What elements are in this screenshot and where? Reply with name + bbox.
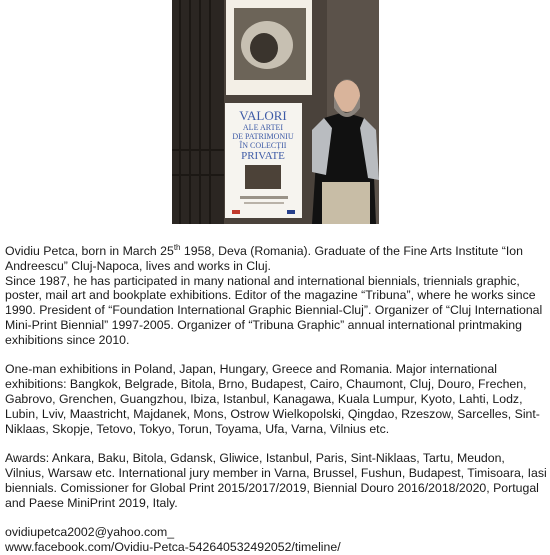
artist-photo bbox=[172, 0, 379, 224]
poster-title-line-2: ALE ARTEI bbox=[242, 123, 284, 132]
bio-exhibitions: One-man exhibitions in Poland, Japan, Hungary, Greece and Romania. Major international exhibitions: Bangkok, Belgrade, Bitola, Brno, Budapest, Cairo, Chaumont, Cluj, Douro, Frechen, Gabrovo, Grenchen, Guangzhou, Ibiza, Istanbul, Kanagawa, Kuala Lumpur, Kyoto, Lahti, Lodz, Lubin, Lviv, Maastricht, Majdanek, Mons, Ostrow Wielkopolski, Qingdao, Rzeszow, Sarcelles, Sint-Niklaas, Skopje, Tetovo, Tokyo, Torun, Toyama, Ufa, Varna, Vilnius etc. bbox=[5, 362, 540, 436]
bio-intro: Ovidiu Petca, born in March 25th 1958, Deva (Romania). Graduate of the Fine Arts Institute “Ion Andreescu” Cluj-Napoca, lives and works in Cluj. bbox=[5, 242, 523, 273]
biography bbox=[5, 244, 547, 555]
contact-email: ovidiupetca2002@yahoo.com_ bbox=[5, 525, 175, 540]
poster-title-line-4: ÎN COLECȚII bbox=[239, 141, 287, 150]
poster-title-line-3: DE PATRIMONIU bbox=[232, 132, 294, 141]
bio-awards: Awards: Ankara, Baku, Bitola, Gdansk, Gliwice, Istanbul, Paris, Sint-Niklaas, Tartu, Meudon, Vilnius, Warsaw etc. International jury member in Varna, Brussel, Fushun, Budapest, Timisoara, Iasi biennials. Comissioner for Global Print 2015/2017/2019, Biennial Douro 2016/2018/2020, Portugal and Paese MiniPrint 2019, Italy. bbox=[5, 451, 547, 510]
poster-title-line-1: VALORI bbox=[239, 108, 287, 123]
poster-title-line-5: PRIVATE bbox=[241, 150, 285, 162]
bio-career: Since 1987, he has participated in many national and international biennials, triennials graphic, poster, mail art and bookplate exhibitions. Editor of the magazine “Tribuna”, where he works since 1990. President of “Foundation International Graphic Biennial-Cluj”. Organizer of “Cluj International Mini-Print Biennial” 1997-2005. Organizer of “Tribuna Graphic” annual international printmaking exhibitions since 2010. bbox=[5, 273, 543, 347]
contact-facebook: www.facebook.com/Ovidiu-Petca-542640532492052/timeline/ bbox=[5, 539, 341, 554]
photo-illustration bbox=[172, 0, 379, 224]
